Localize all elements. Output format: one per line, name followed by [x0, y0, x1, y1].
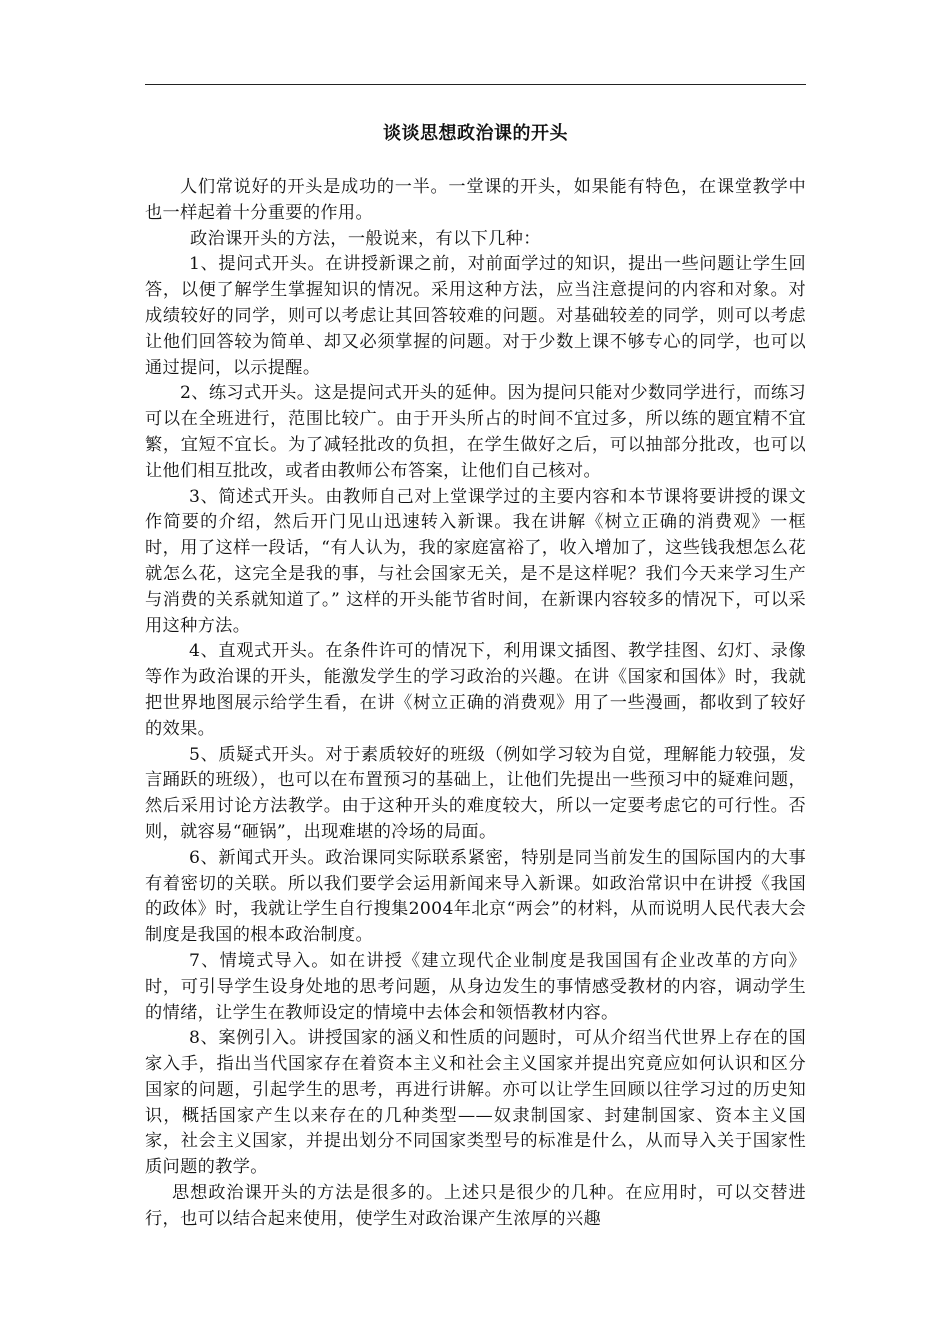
document-body [145, 175, 806, 1233]
paragraph-method-8: 8、案例引入。讲授国家的涵义和性质的问题时，可从介绍当代世界上存在的国家入手，指出当代国家存在着资本主义和社会主义国家并提出究竟应如何认识和区分国家的问题，引起学生的思考，再进行讲解。亦可以让学生回顾以往学习过的历史知识，概括国家产生以来存在的几种类型——奴隶制国家、封建制国家、资本主义国家，社会主义国家，并提出划分不同国家类型号的标准是什么，从而导入关于国家性质问题的教学。 [145, 1028, 806, 1178]
paragraph-method-7: 7、情境式导入。如在讲授《建立现代企业制度是我国国有企业改革的方向》时，可引导学生设身处地的思考问题，从身边发生的事情感受教材的内容，调动学生的情绪，让学生在教师设定的情境中去体会和领悟教材内容。 [145, 950, 806, 1023]
paragraph-method-3: 3、简述式开头。由教师自己对上堂课学过的主要内容和本节课将要讲授的课文作简要的介绍，然后开门见山迅速转入新课。我在讲解《树立正确的消费观》一框时，用了这样一段话，“有人认为，我的家庭富裕了，收入增加了，这些钱我想怎么花就怎么花，这完全是我的事，与社会国家无关，是不是这样呢？我们今天来学习生产与消费的关系就知道了。” 这样的开头能节省时间，在新课内容较多的情况下，可以采用这种方法。 [145, 486, 806, 636]
paragraph-method-1: 1、提问式开头。在讲授新课之前，对前面学过的知识，提出一些问题让学生回答，以便了解学生掌握知识的情况。采用这种方法，应当注意提问的内容和对象。对成绩较好的同学，则可以考虑让其回答较难的问题。对基础较差的同学，则可以考虑让他们回答较为简单、却又必须掌握的问题。对于少数上课不够专心的同学，也可以通过提问，以示提醒。 [145, 254, 806, 378]
paragraph-methods-lead: 政治课开头的方法，一般说来，有以下几种： [190, 228, 541, 249]
document-title: 谈谈思想政治课的开头 [383, 123, 568, 144]
paragraph-method-2: 2、练习式开头。这是提问式开头的延伸。因为提问只能对少数同学进行，而练习可以在全班进行，范围比较广。由于开头所占的时间不宜过多，所以练的题宜精不宜繁，宜短不宜长。为了减轻批改的负担，在学生做好之后，可以抽部分批改，也可以让他们相互批改，或者由教师公布答案，让他们自己核对。 [145, 383, 806, 481]
paragraph-method-4: 4、直观式开头。在条件许可的情况下，利用课文插图、教学挂图、幻灯、录像等作为政治课的开头，能激发学生的学习政治的兴趣。在讲《国家和国体》时，我就把世界地图展示给学生看，在讲《树立正确的消费观》用了一些漫画，都收到了较好的效果。 [145, 641, 806, 739]
paragraph-method-5: 5、质疑式开头。对于素质较好的班级（例如学习较为自觉，理解能力较强，发言踊跃的班级），也可以在布置预习的基础上，让他们先提出一些预习中的疑难问题，然后采用讨论方法教学。由于这种开头的难度较大，所以一定要考虑它的可行性。否则，就容易“砸锅”，出现难堪的冷场的局面。 [145, 744, 806, 842]
paragraph-method-6: 6、新闻式开头。政治课同实际联系紧密，特别是同当前发生的国际国内的大事有着密切的关联。所以我们要学会运用新闻来导入新课。如政治常识中在讲授《我国的政体》时，我就让学生自行搜集2004年北京“两会”的材料，从而说明人民代表大会制度是我国的根本政治制度。 [145, 847, 806, 946]
header-rule [145, 84, 806, 85]
paragraph-conclusion: 思想政治课开头的方法是很多的。上述只是很少的几种。在应用时，可以交替进行，也可以结合起来使用，使学生对政治课产生浓厚的兴趣 [145, 1183, 806, 1229]
paragraph-intro: 人们常说好的开头是成功的一半。一堂课的开头，如果能有特色，在课堂教学中也一样起着十分重要的作用。 [145, 177, 806, 223]
